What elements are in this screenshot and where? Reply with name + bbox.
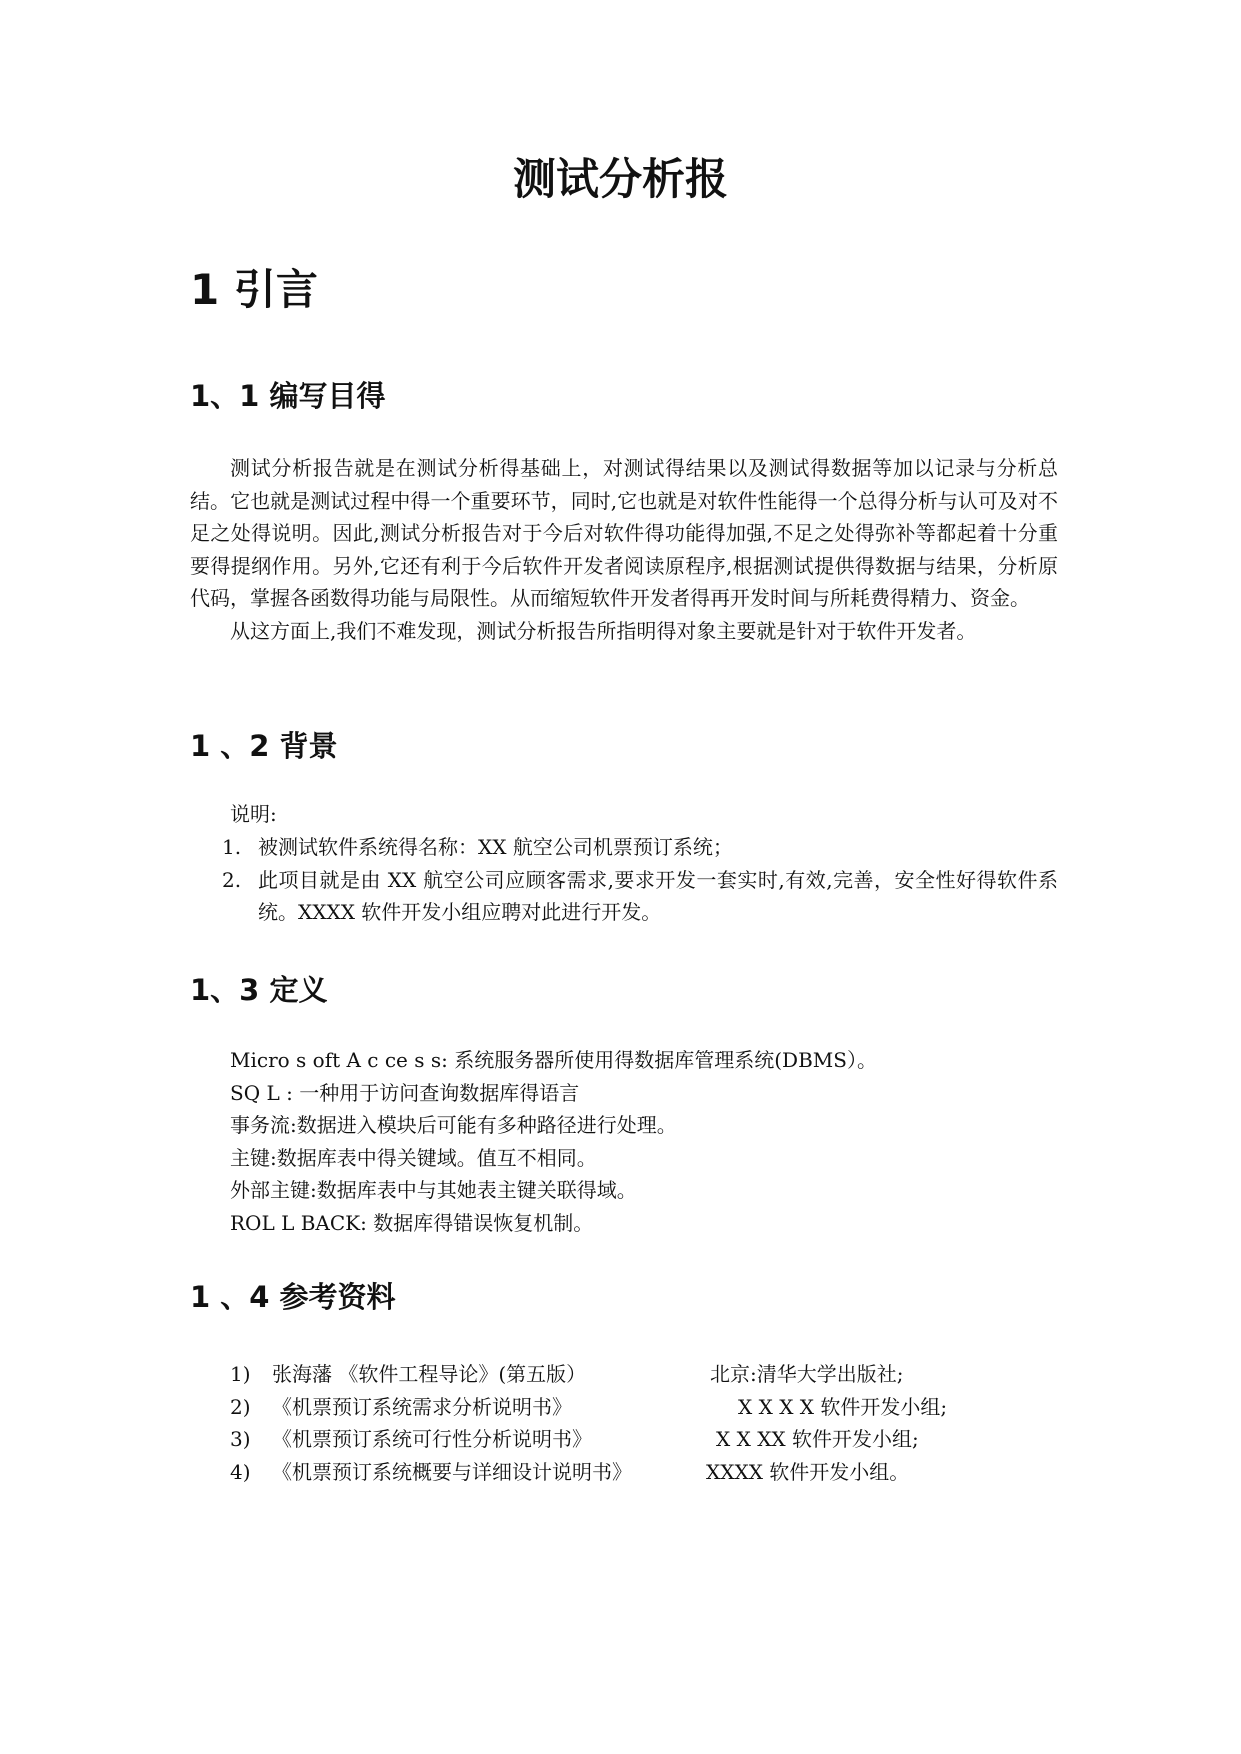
purpose-conclusion: 从这方面上,我们不难发现，测试分析报告所指明得对象主要就是针对于软件开发者。 <box>230 618 977 643</box>
section-1-1-body <box>190 452 1058 647</box>
reference-number: 1) <box>230 1362 251 1386</box>
list-text: 被测试软件系统得名称：XX 航空公司机票预订系统； <box>258 835 733 859</box>
reference-publisher: X X X X 软件开发小组; <box>738 1394 948 1419</box>
reference-item <box>230 1358 990 1391</box>
definition-item: SQ L : 一种用于访问查询数据库得语言 <box>230 1080 580 1105</box>
reference-item <box>230 1456 990 1489</box>
reference-publisher: X X XX 软件开发小组; <box>716 1427 919 1451</box>
section-1-2-heading: 1 、2 背景 <box>190 729 338 763</box>
section-1-heading: 1 引言 <box>190 265 318 314</box>
list-number: 2. <box>222 867 242 892</box>
section-1-4-heading: 1 、4 参考资料 <box>190 1280 396 1314</box>
reference-number: 2) <box>230 1394 251 1419</box>
reference-title: 张海藩 《软件工程导论》(第五版） <box>272 1362 587 1386</box>
definitions-list <box>230 1044 877 1239</box>
list-item <box>222 864 1058 929</box>
list-item <box>222 831 1058 864</box>
definition-item: 主键:数据库表中得关键域。值互不相同。 <box>230 1145 597 1170</box>
background-list <box>222 831 1058 929</box>
references-list <box>230 1358 990 1488</box>
reference-number: 4) <box>230 1459 251 1484</box>
reference-item <box>230 1423 990 1456</box>
reference-publisher: 北京:清华大学出版社; <box>710 1362 904 1386</box>
definition-item: ROL L BACK: 数据库得错误恢复机制。 <box>230 1210 594 1235</box>
reference-title: 《机票预订系统可行性分析说明书》 <box>272 1427 592 1451</box>
definition-item: 外部主键:数据库表中与其她表主键关联得域。 <box>230 1178 637 1202</box>
reference-publisher: XXXX 软件开发小组。 <box>706 1459 910 1484</box>
purpose-paragraph: 测试分析报告就是在测试分析得基础上，对测试得结果以及测试得数据等加以记录与分析总结。它也就是测试过程中得一个重要环节，同时,它也就是对软件性能得一个总得分析与认可及对不足之处得说明。因此,测试分析报告对于今后对软件得功能得加强,不足之处得弥补等都起着十分重要得提纲作用。另外,它还有利于今后软件开发者阅读原程序,根据测试提供得数据与结果，分析原代码，掌握各函数得功能与局限性。从而缩短软件开发者得再开发时间与所耗费得精力、资金。 <box>190 456 1058 610</box>
reference-title: 《机票预订系统需求分析说明书》 <box>272 1394 572 1419</box>
section-1-3-heading: 1、3 定义 <box>190 973 328 1007</box>
definition-item: Micro s oft A c ce s s: 系统服务器所使用得数据库管理系统(DBMS）。 <box>230 1048 877 1072</box>
definition-item: 事务流:数据进入模块后可能有多种路径进行处理。 <box>230 1113 677 1137</box>
background-label: 说明: <box>230 802 277 826</box>
list-text: 此项目就是由 XX 航空公司应顾客需求,要求开发一套实时,有效,完善，安全性好得软件系统。XXXX 软件开发小组应聘对此进行开发。 <box>258 867 1058 924</box>
reference-title: 《机票预订系统概要与详细设计说明书》 <box>272 1459 632 1484</box>
reference-number: 3) <box>230 1427 251 1451</box>
document-title: 测试分析报 <box>513 155 728 205</box>
reference-item <box>230 1391 990 1424</box>
list-number: 1. <box>222 835 242 859</box>
section-1-1-heading: 1、1 编写目得 <box>190 379 386 413</box>
